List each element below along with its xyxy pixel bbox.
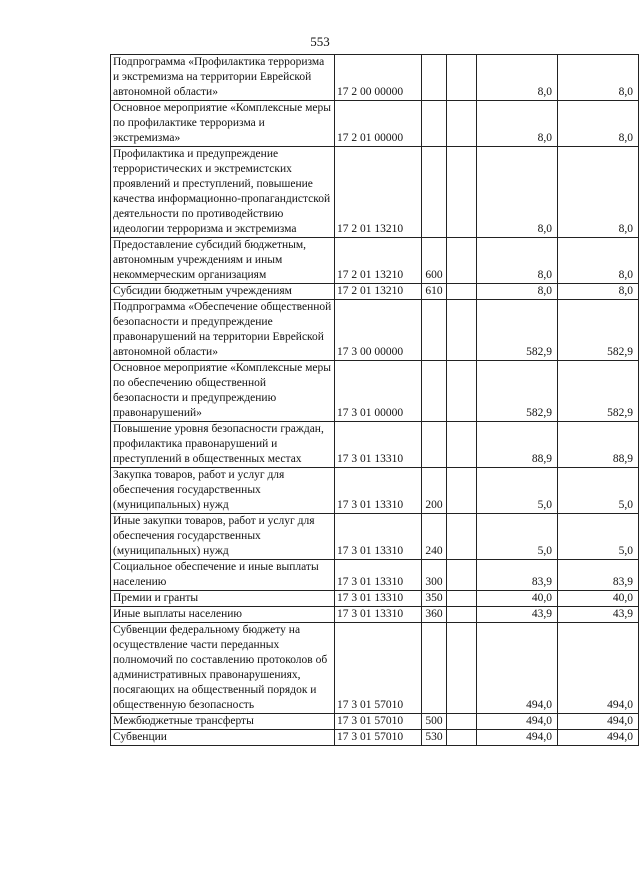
table-row [111, 422, 639, 468]
row-sum1-cell: 8,0 [477, 147, 558, 238]
row-empty-cell [447, 591, 477, 607]
table-row [111, 714, 639, 730]
row-empty-cell [447, 468, 477, 514]
row-sum2-cell: 494,0 [558, 623, 639, 714]
row-sum2-cell: 40,0 [558, 591, 639, 607]
table-row [111, 560, 639, 591]
table-row [111, 300, 639, 361]
row-empty-cell [447, 514, 477, 560]
table-row [111, 623, 639, 714]
row-empty-cell [447, 607, 477, 623]
row-sum2-cell: 494,0 [558, 714, 639, 730]
row-sum2-cell: 582,9 [558, 300, 639, 361]
row-vr-cell: 530 [422, 730, 447, 746]
row-empty-cell [447, 101, 477, 147]
row-sum1-cell: 494,0 [477, 623, 558, 714]
row-sum1-cell: 8,0 [477, 101, 558, 147]
row-sum2-cell: 8,0 [558, 284, 639, 300]
row-sum1-cell: 8,0 [477, 238, 558, 284]
row-vr-cell: 600 [422, 238, 447, 284]
row-sum2-cell: 5,0 [558, 468, 639, 514]
table-row [111, 238, 639, 284]
row-code-cell: 17 3 01 57010 [335, 714, 422, 730]
row-code-cell: 17 2 01 13210 [335, 147, 422, 238]
row-empty-cell [447, 623, 477, 714]
table-row [111, 101, 639, 147]
row-code-cell: 17 3 01 57010 [335, 730, 422, 746]
row-sum1-cell: 582,9 [477, 361, 558, 422]
row-vr-cell: 610 [422, 284, 447, 300]
row-name-cell: Подпрограмма «Обеспечение общественной безопасности и предупреждение правонарушений на территории Еврейской автономной области» [111, 300, 335, 361]
row-code-cell: 17 2 01 13210 [335, 284, 422, 300]
row-name-cell: Субвенции федеральному бюджету на осуществление части переданных полномочий по составлению протоколов об административных правонарушениях, посягающих на общественный порядок и общественную безопасность [111, 623, 335, 714]
row-code-cell: 17 3 01 13310 [335, 422, 422, 468]
row-code-cell: 17 3 01 13310 [335, 514, 422, 560]
row-sum1-cell: 40,0 [477, 591, 558, 607]
row-code-cell: 17 2 00 00000 [335, 55, 422, 101]
row-code-cell: 17 3 01 13310 [335, 607, 422, 623]
row-name-cell: Социальное обеспечение и иные выплаты населению [111, 560, 335, 591]
table-row [111, 607, 639, 623]
row-code-cell: 17 3 01 13310 [335, 560, 422, 591]
row-code-cell: 17 3 01 13310 [335, 468, 422, 514]
row-empty-cell [447, 238, 477, 284]
row-vr-cell: 350 [422, 591, 447, 607]
row-code-cell: 17 3 01 00000 [335, 361, 422, 422]
row-name-cell: Повышение уровня безопасности граждан, профилактика правонарушений и преступлений в общественных местах [111, 422, 335, 468]
row-sum1-cell: 582,9 [477, 300, 558, 361]
row-vr-cell [422, 623, 447, 714]
row-empty-cell [447, 714, 477, 730]
row-code-cell: 17 2 01 00000 [335, 101, 422, 147]
row-sum1-cell: 494,0 [477, 730, 558, 746]
row-vr-cell [422, 147, 447, 238]
row-name-cell: Предоставление субсидий бюджетным, автономным учреждениям и иным некоммерческим организациям [111, 238, 335, 284]
table-row [111, 284, 639, 300]
table-row [111, 468, 639, 514]
row-code-cell: 17 3 01 57010 [335, 623, 422, 714]
row-empty-cell [447, 730, 477, 746]
row-empty-cell [447, 422, 477, 468]
row-sum2-cell: 43,9 [558, 607, 639, 623]
row-vr-cell: 500 [422, 714, 447, 730]
table-row [111, 730, 639, 746]
row-sum1-cell: 8,0 [477, 284, 558, 300]
row-sum2-cell: 83,9 [558, 560, 639, 591]
row-sum1-cell: 5,0 [477, 468, 558, 514]
row-sum2-cell: 582,9 [558, 361, 639, 422]
row-name-cell: Иные выплаты населению [111, 607, 335, 623]
table-row [111, 55, 639, 101]
row-vr-cell: 360 [422, 607, 447, 623]
row-name-cell: Межбюджетные трансферты [111, 714, 335, 730]
row-sum1-cell: 5,0 [477, 514, 558, 560]
row-code-cell: 17 3 01 13310 [335, 591, 422, 607]
row-sum1-cell: 494,0 [477, 714, 558, 730]
row-vr-cell [422, 300, 447, 361]
row-sum2-cell: 88,9 [558, 422, 639, 468]
row-sum2-cell: 8,0 [558, 147, 639, 238]
table-row [111, 591, 639, 607]
table-row [111, 514, 639, 560]
row-empty-cell [447, 560, 477, 591]
row-vr-cell [422, 422, 447, 468]
row-name-cell: Субсидии бюджетным учреждениям [111, 284, 335, 300]
table-row [111, 361, 639, 422]
row-name-cell: Основное мероприятие «Комплексные меры по профилактике терроризма и экстремизма» [111, 101, 335, 147]
row-code-cell: 17 2 01 13210 [335, 238, 422, 284]
table-row [111, 147, 639, 238]
row-sum1-cell: 83,9 [477, 560, 558, 591]
row-sum2-cell: 8,0 [558, 55, 639, 101]
budget-table [110, 54, 639, 746]
row-empty-cell [447, 361, 477, 422]
row-empty-cell [447, 147, 477, 238]
row-name-cell: Закупка товаров, работ и услуг для обеспечения государственных (муниципальных) нужд [111, 468, 335, 514]
row-empty-cell [447, 300, 477, 361]
row-vr-cell [422, 361, 447, 422]
row-sum1-cell: 43,9 [477, 607, 558, 623]
row-sum2-cell: 494,0 [558, 730, 639, 746]
row-empty-cell [447, 55, 477, 101]
row-sum2-cell: 8,0 [558, 101, 639, 147]
page-number: 553 [310, 34, 330, 49]
row-sum1-cell: 8,0 [477, 55, 558, 101]
row-vr-cell: 300 [422, 560, 447, 591]
row-name-cell: Основное мероприятие «Комплексные меры по обеспечению общественной безопасности и предупреждению правонарушений» [111, 361, 335, 422]
row-vr-cell [422, 101, 447, 147]
row-sum1-cell: 88,9 [477, 422, 558, 468]
row-empty-cell [447, 284, 477, 300]
row-sum2-cell: 8,0 [558, 238, 639, 284]
row-vr-cell: 240 [422, 514, 447, 560]
row-name-cell: Иные закупки товаров, работ и услуг для обеспечения государственных (муниципальных) нужд [111, 514, 335, 560]
row-sum2-cell: 5,0 [558, 514, 639, 560]
row-name-cell: Премии и гранты [111, 591, 335, 607]
row-name-cell: Субвенции [111, 730, 335, 746]
row-vr-cell [422, 55, 447, 101]
row-code-cell: 17 3 00 00000 [335, 300, 422, 361]
row-name-cell: Подпрограмма «Профилактика терроризма и экстремизма на территории Еврейской автономной области» [111, 55, 335, 101]
row-vr-cell: 200 [422, 468, 447, 514]
row-name-cell: Профилактика и предупреждение террористических и экстремистских проявлений и преступлений, повышение качества информационно-пропагандистской деятельности по противодействию идеологии терроризма и экстремизма [111, 147, 335, 238]
